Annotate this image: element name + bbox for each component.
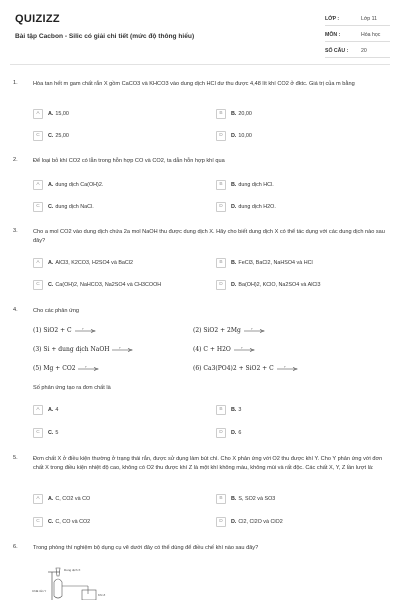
option-c[interactable] [33,516,90,527]
question-number: 2. [13,157,18,163]
option-box: B [216,494,226,504]
question-number: 6. [13,544,18,550]
option-box: B [216,109,226,119]
meta-key: SỐ CÂU : [325,47,349,54]
option-a[interactable] [33,179,103,190]
question-text: Cho a mol CO2 vào dung dịch chứa 2a mol NaOH thu được dung dịch X. Hãy cho biết dung dịch X có thể tác dụng với các dung dịch nào sau đây? [33,229,385,244]
diagram-label: Chất rắn Y [32,589,47,593]
option-text: 6 [238,429,242,436]
header-divider [10,64,390,65]
option-a[interactable] [33,257,133,268]
option-text: Ca(OH)2, NaHCO3, Na2SO4 và CH3COOH [55,281,162,288]
option-box: B [216,258,226,268]
reaction-2 [193,327,265,334]
option-text: FeCl3, BaCl2, NaHSO4 và HCl [238,259,313,266]
option-c[interactable] [33,201,94,212]
option-b[interactable] [216,179,274,190]
quizizz-logo[interactable]: QUIZIZZ [15,13,60,25]
question-number: 5. [13,455,18,461]
reaction-4 [193,346,255,353]
option-text: 15,00 [55,110,69,117]
option-b[interactable] [216,493,275,504]
question-subtext: Số phản ứng tạo ra đơn chất là [33,385,111,391]
meta-class [325,13,390,26]
option-text: 25,00 [55,132,69,139]
option-box: A [33,109,43,119]
diagram-label: Khí Z [98,593,106,597]
meta-value: 20 [361,47,367,54]
option-label: B. [231,259,237,266]
svg-text:t°: t° [240,347,243,350]
reaction-arrow-icon [77,366,99,371]
option-label: B. [231,495,237,502]
reaction-arrow-icon [233,347,255,352]
reaction-arrow-icon [74,328,96,333]
question-number: 3. [13,228,18,234]
option-label: A. [48,181,54,188]
option-box: A [33,180,43,190]
option-label: A. [48,259,54,266]
option-box: C [33,280,43,290]
svg-text:t°: t° [250,328,254,331]
option-text: dung dịch NaCl. [55,203,94,210]
option-box: A [33,494,43,504]
option-label: A. [48,406,54,413]
option-box: C [33,517,43,527]
option-label: B. [231,181,237,188]
option-label: D. [231,518,237,525]
option-text: dung dịch Ca(OH)2. [55,181,104,188]
question-text: Đơn chất X ở điều kiện thường ở trạng thái rắn, được sử dụng làm bút chì. Cho X phản ứng với O2 thu được khí Y. Cho Y phản ứng với đơn chất X trong điều kiện nhiệt độ cao, không có O2 thu được khí Z là một khí không màu, không mùi và rất độc. Các chất X, Y, Z lần lượt là: [33,456,383,471]
option-c[interactable] [33,279,161,290]
option-a[interactable] [33,404,58,415]
question-text: Hòa tan hết m gam chất rắn X gồm CaCO3 và KHCO3 vào dung dịch HCl dư thu được 4,48 lít khí CO2 ở đktc. Giá trị của m bằng [33,81,355,87]
question-text: Cho các phản ứng [33,308,80,314]
svg-text:t°: t° [283,366,286,369]
option-box: C [33,428,43,438]
meta-subject [325,29,390,42]
option-text: S, SO2 và SO3 [238,495,276,502]
option-c[interactable] [33,130,69,141]
reaction-text: (1) SiO2 + C [33,327,72,334]
meta-count [325,45,390,58]
option-d[interactable] [216,516,283,527]
diagram-label: Dung dịch X [64,568,81,572]
option-b[interactable] [216,404,241,415]
question-text: Trong phòng thí nghiệm bộ dụng cụ vẽ dưới đây có thể dùng để điều chế khí nào sau đây? [33,545,259,551]
option-box: C [33,131,43,141]
option-a[interactable] [33,108,69,119]
option-box: D [216,428,226,438]
option-d[interactable] [216,427,241,438]
reaction-3 [33,346,133,353]
reaction-text: (5) Mg + CO2 [33,365,76,372]
option-text: AlCl3, K2CO3, H2SO4 và BaCl2 [55,259,134,266]
option-box: D [216,202,226,212]
option-text: C, CO và CO2 [55,518,91,525]
option-c[interactable] [33,427,58,438]
option-label: C. [48,518,54,525]
option-label: C. [48,281,54,288]
option-label: B. [231,406,237,413]
question-text: Để loại bỏ khí CO2 có lẫn trong hỗn hợp CO và CO2, ta dẫn hỗn hợp khí qua [33,158,225,164]
option-label: C. [48,429,54,436]
option-box: D [216,517,226,527]
svg-text:t°: t° [119,347,122,350]
question-number: 4. [13,307,18,313]
document-title: Bài tập Cacbon - Silic có giải chi tiết (mức độ thông hiểu) [15,33,195,40]
option-label: C. [48,132,54,139]
option-label: A. [48,110,54,117]
svg-text:t°: t° [81,328,84,331]
option-d[interactable] [216,279,321,290]
option-label: D. [231,203,237,210]
svg-text:t°: t° [85,366,88,369]
reaction-text: (2) SiO2 + 2Mg [193,327,241,334]
meta-value: Hóa học [361,31,381,38]
option-text: 10,00 [238,132,252,139]
reaction-text: (4) C + H2O [193,346,231,353]
option-text: 3 [238,406,242,413]
option-label: D. [231,132,237,139]
option-a[interactable] [33,493,90,504]
option-d[interactable] [216,201,276,212]
reaction-6 [193,365,298,372]
option-label: C. [48,203,54,210]
option-box: D [216,280,226,290]
option-text: 4 [55,406,59,413]
lab-apparatus-diagram [30,566,120,600]
option-text: Ba(OH)2, KClO, Na2SO4 và AlCl3 [238,281,321,288]
reaction-arrow-icon [243,328,265,333]
option-text: C, CO2 và CO [55,495,91,502]
meta-key: LỚP : [325,15,340,22]
question-number: 1. [13,80,18,86]
meta-key: MÔN : [325,31,341,38]
reaction-text: (3) Si + dung dịch NaOH [33,346,110,353]
option-text: dung dịch H2O. [238,203,276,210]
option-box: B [216,180,226,190]
reaction-arrow-icon [111,347,133,352]
option-text: 5 [55,429,59,436]
option-label: D. [231,429,237,436]
option-text: dung dịch HCl. [238,181,274,188]
reaction-5 [33,365,99,372]
reaction-text: (6) Ca3(PO4)2 + SiO2 + C [193,365,274,372]
header [0,0,400,62]
option-box: D [216,131,226,141]
option-box: A [33,258,43,268]
option-d[interactable] [216,130,252,141]
option-label: A. [48,495,54,502]
option-box: A [33,405,43,415]
option-label: B. [231,110,237,117]
meta-info [325,13,390,61]
option-text: 20,00 [238,110,252,117]
reaction-1 [33,327,96,334]
option-b[interactable] [216,108,252,119]
meta-value: Lớp 11 [361,15,377,22]
option-text: Cl2, Cl2O và ClO2 [238,518,283,525]
option-box: B [216,405,226,415]
option-box: C [33,202,43,212]
option-b[interactable] [216,257,313,268]
reaction-arrow-icon [276,366,298,371]
option-label: D. [231,281,237,288]
